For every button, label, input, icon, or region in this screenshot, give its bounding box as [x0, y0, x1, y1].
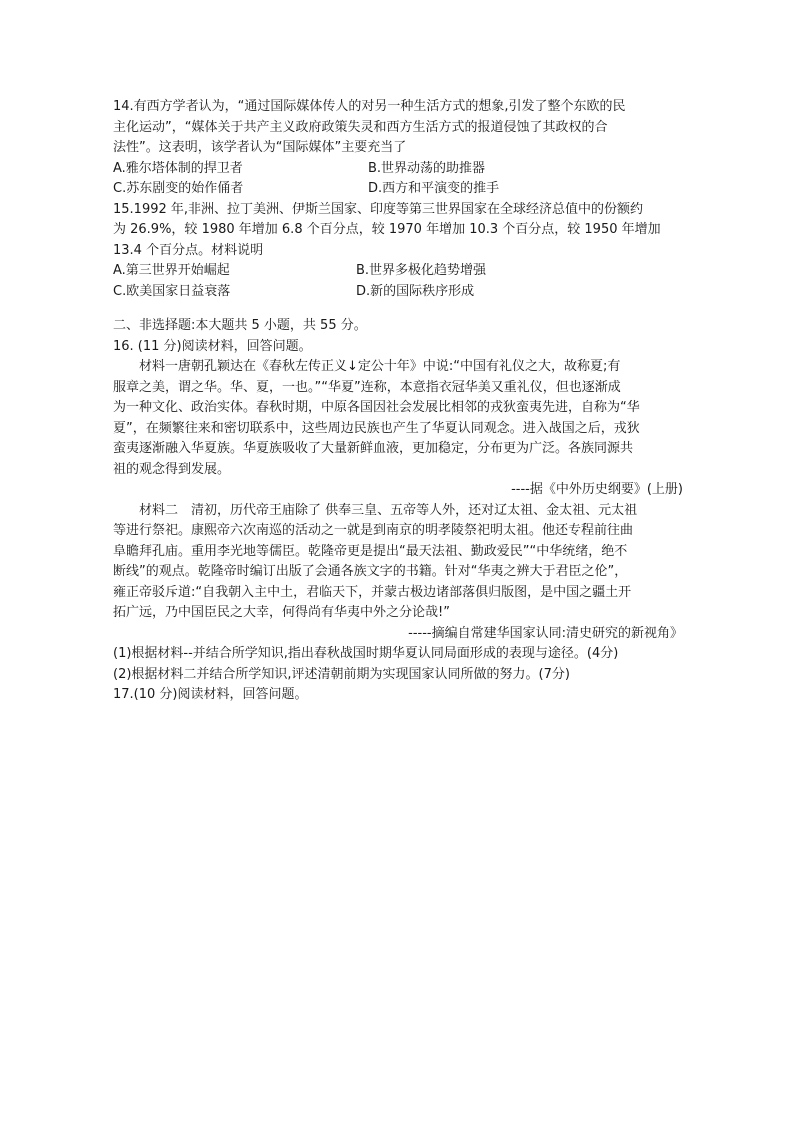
question-14-option-c: C.苏东剧变的始作俑者: [113, 181, 244, 196]
section-2-heading: 二、非选择题:本大题共 5 小题，共 55 分。: [113, 318, 367, 333]
question-15-stem-line-1: 15.1992 年,非洲、拉丁美洲、伊斯兰国家、印度等第三世界国家在全球经济总值中的份额约: [113, 201, 644, 217]
question-15-option-a: A.第三世界开始崛起: [113, 263, 230, 278]
material-2-source: -----摘编自常建华国家认同:清史研究的新视角》: [408, 625, 683, 641]
question-14-option-b: B.世界动荡的助推器: [368, 160, 486, 176]
question-14-options-row-2: [113, 179, 683, 200]
question-16-intro: 16. (11 分)阅读材料，回答问题。: [113, 338, 312, 354]
material-2: [113, 501, 683, 645]
material-2-line-5: 雍正帝驳斥道:“自我朝入主中土，君临天下，并蒙古极边诸部落俱归版图，是中国之疆土开: [113, 584, 632, 600]
material-2-line-3: 阜瞻拜孔庙。重用李光地等儒臣。乾隆帝更是提出“最天法祖、勤政爱民”“中华统绪，绝不: [113, 543, 628, 559]
question-16-sub-2: (2)根据材料二并结合所学知识,评述清朝前期为实现国家认同所做的努力。(7分): [113, 666, 570, 682]
question-15-stem-line-3: 13.4 个百分点。材料说明: [113, 242, 264, 258]
question-16: [113, 337, 683, 686]
question-14-stem-line-1: 14.有西方学者认为，“通过国际媒体传人的对另一种生活方式的想象,引发了整个东欧的民: [113, 99, 626, 114]
exam-content: [113, 97, 683, 706]
material-1-line-3: 为一种文化、政治实体。春秋时期，中原各国因社会发展比相邻的戎狄蛮夷先进，自称为“华: [113, 400, 640, 415]
material-1-source: ----据《中外历史纲要》(上册): [511, 482, 683, 497]
section-gap: [113, 302, 683, 316]
question-15-option-c: C.欧美国家日益衰落: [113, 283, 231, 299]
question-16-sub-1: (1)根据材料--并结合所学知识,指出春秋战国时期华夏认同局面形成的表现与途径。(4分): [113, 646, 619, 661]
question-15: [113, 200, 683, 303]
question-15-options-row-1: [113, 261, 683, 282]
material-1-line-4: 夏”，在频繁往来和密切联系中，这些周边民族也产生了华夏认同观念。进入战国之后，戎狄: [113, 420, 640, 436]
question-14-stem-line-2: 主化运动”，“媒体关于共产主义政府政策失灵和西方生活方式的报道侵蚀了其政权的合: [113, 119, 608, 135]
question-15-stem-line-2: 为 26.9%，较 1980 年增加 6.8 个百分点，较 1970 年增加 10.3 个百分点，较 1950 年增加: [113, 222, 661, 237]
question-15-option-d: D.新的国际秩序形成: [356, 283, 475, 299]
material-1-line-1: 材料一唐朝孔颖达在《春秋左传正义↓定公十年》中说:“中国有礼仪之大，故称夏;有: [139, 359, 621, 374]
material-2-line-2: 等进行祭祀。康熙帝六次南巡的活动之一就是到南京的明孝陵祭祀明太祖。他还专程前往曲: [113, 523, 634, 538]
question-17-intro: 17.(10 分)阅读材料，回答问题。: [113, 687, 308, 702]
question-15-options-row-2: [113, 282, 683, 303]
question-14-option-a: A.雅尔塔体制的捍卫者: [113, 160, 243, 176]
question-14: [113, 97, 683, 200]
material-1-line-6: 祖的观念得到发展。: [113, 461, 231, 477]
question-14-option-d: D.西方和平演变的推手: [368, 181, 500, 196]
question-14-stem-line-3: 法性”。这表明，该学者认为“国际媒体”主要充当了: [113, 140, 407, 155]
question-15-option-b: B.世界多极化趋势增强: [356, 263, 487, 278]
material-2-line-1: 材料二 清初，历代帝王庙除了 供奉三皇、五帝等人外，还对辽太祖、金太祖、元太祖: [139, 502, 638, 518]
material-1-line-5: 蛮夷逐渐融入华夏族。华夏族吸收了大量新鲜血液，更加稳定，分布更为广泛。各族同源共: [113, 441, 634, 456]
material-1: [113, 357, 683, 501]
question-14-options-row-1: [113, 159, 683, 180]
material-2-line-6: 拓广远，乃中国臣民之大幸，何得尚有华夷中外之分论哉!”: [113, 605, 450, 620]
material-2-line-4: 断线”的观点。乾隆帝时编订出版了会通各族文字的书籍。针对“华夷之辨大于君臣之伦”，: [113, 564, 628, 579]
material-1-line-2: 服章之美，谓之华。华、夏，一也。”“华夏”连称，本意指衣冠华美又重礼仪，但也逐渐成: [113, 379, 621, 395]
